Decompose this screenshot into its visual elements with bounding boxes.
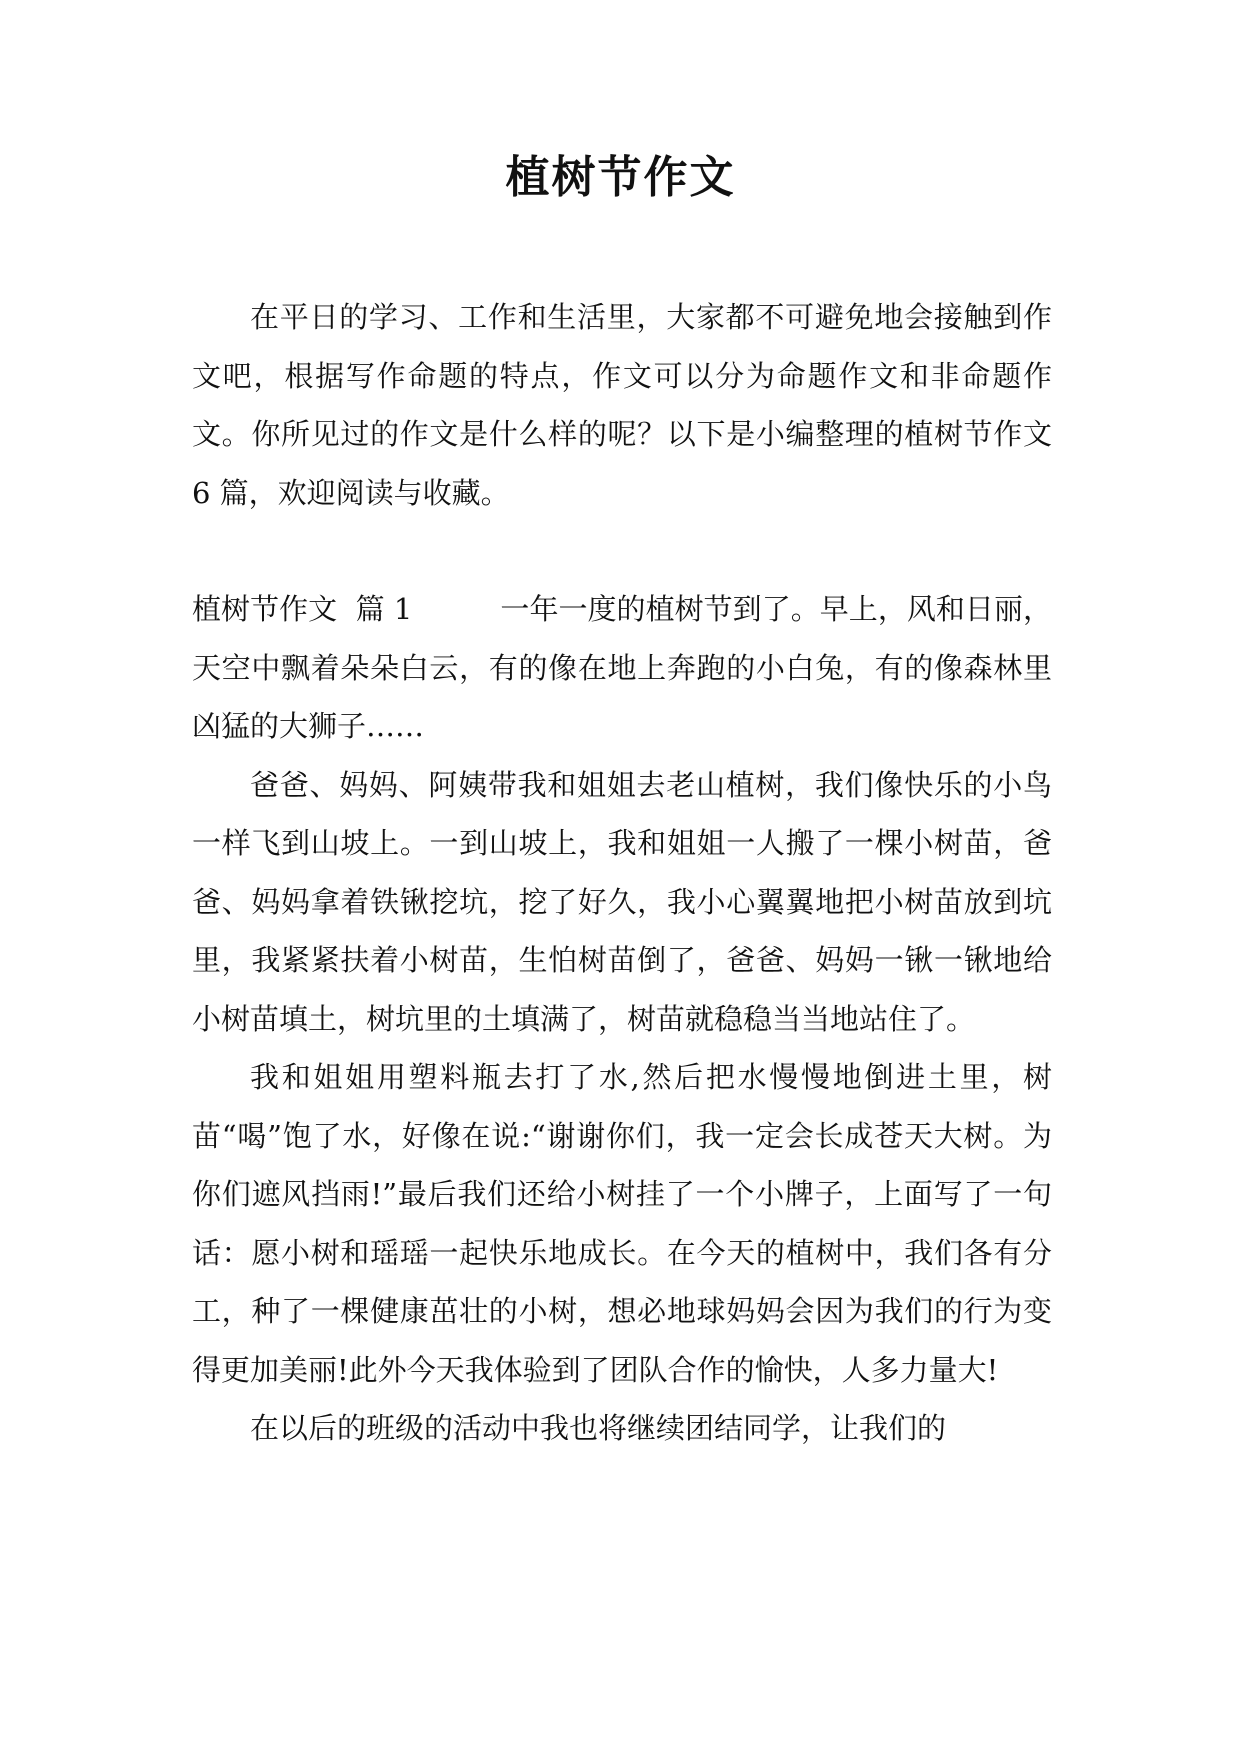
document-body (192, 288, 1052, 1458)
essay-1-paragraph-3: 我和姐姐用塑料瓶去打了水,然后把水慢慢地倒进土里，树苗“喝”饱了水，好像在说:“谢谢你们，我一定会长成苍天大树。为你们遮风挡雨!”最后我们还给小树挂了一个小牌子，上面写了一句话：愿小树和瑶瑶一起快乐地成长。在今天的植树中，我们各有分工，种了一棵健康茁壮的小树，想必地球妈妈会因为我们的行为变得更加美丽!此外今天我体验到了团队合作的愉快，人多力量大! (192, 1060, 1052, 1387)
section-spacer (192, 522, 1052, 580)
essay-1-heading: 植树节作文 篇 1 (192, 592, 413, 626)
essay-1-paragraph-4: 在以后的班级的活动中我也将继续团结同学，让我们的 (250, 1411, 947, 1445)
intro-paragraph: 在平日的学习、工作和生活里，大家都不可避免地会接触到作文吧，根据写作命题的特点，作文可以分为命题作文和非命题作文。你所见过的作文是什么样的呢？以下是小编整理的植树节作文 6 篇，欢迎阅读与收藏。 (192, 300, 1052, 510)
essay-1-paragraph-2: 爸爸、妈妈、阿姨带我和姐姐去老山植树，我们像快乐的小鸟一样飞到山坡上。一到山坡上，我和姐姐一人搬了一棵小树苗，爸爸、妈妈拿着铁锹挖坑，挖了好久，我小心翼翼地把小树苗放到坑里，我紧紧扶着小树苗，生怕树苗倒了，爸爸、妈妈一锹一锹地给小树苗填土，树坑里的土填满了，树苗就稳稳当当地站住了。 (192, 767, 1052, 1036)
document-title: 植树节作文 (505, 152, 736, 203)
essay-1-first-text: 一年一度的植树节到了。早上，风和日丽，天空中飘着朵朵白云，有的像在地上奔跑的小白兔，有的像森林里凶猛的大狮子…… (192, 592, 1052, 743)
essay-1-opening-paragraph (192, 580, 1052, 756)
